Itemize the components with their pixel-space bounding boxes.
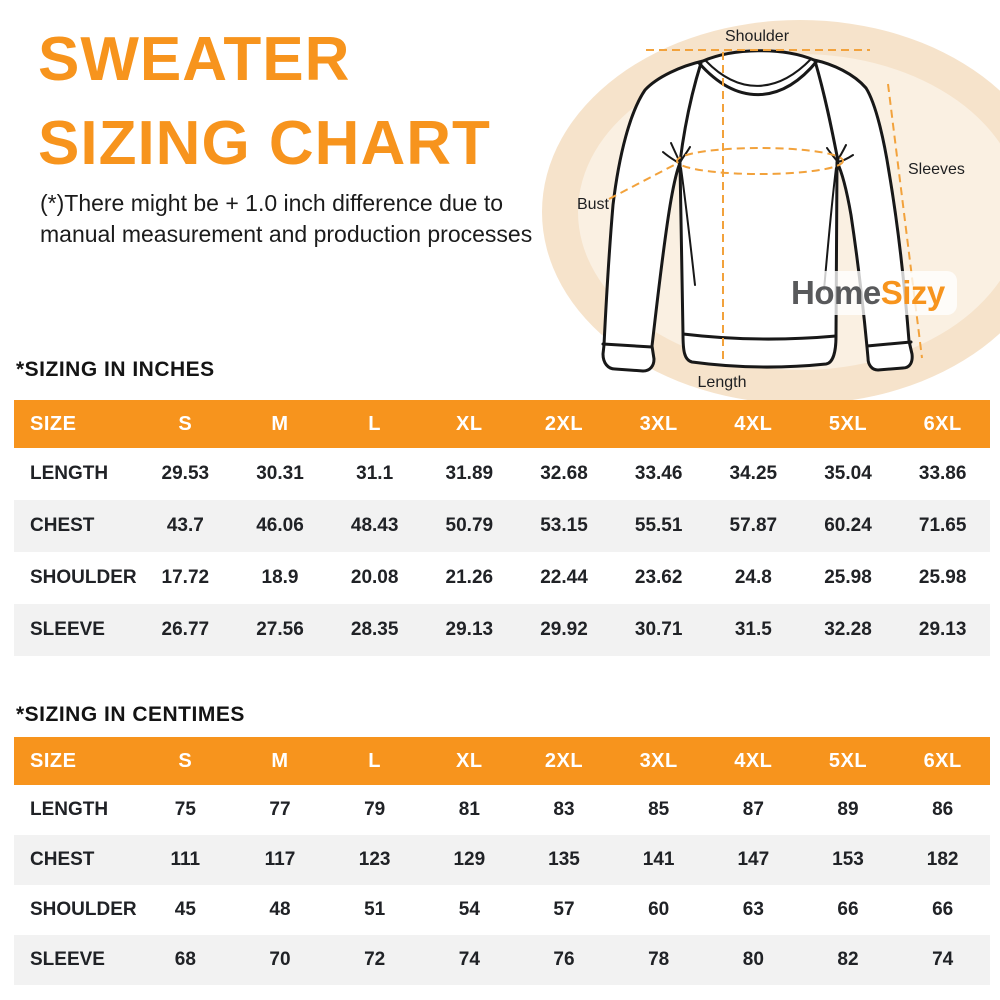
column-header-4xl: 4XL [734,749,773,772]
size-value: 48.43 [350,515,399,536]
table-row-length [14,785,990,835]
size-value: 23.62 [634,567,683,588]
size-value: 117 [264,849,296,870]
table-row-length [14,448,990,500]
table-header-row [14,400,990,448]
size-value: 18.9 [261,567,299,588]
homesizy-logo [779,271,957,315]
size-value: 87 [742,799,764,820]
size-value: 17.72 [161,567,210,588]
size-value: 80 [742,949,764,970]
size-value: 79 [364,799,386,820]
size-value: 33.46 [634,463,683,484]
size-value: 32.28 [824,619,872,640]
table-row-shoulder [14,552,990,604]
size-value: 29.92 [540,619,588,640]
table-header-row [14,737,990,785]
row-label: LENGTH [30,799,109,820]
size-value: 25.98 [824,567,872,588]
size-value: 83 [553,799,575,820]
size-value: 57.87 [729,515,778,536]
table-row-sleeve [14,935,990,985]
size-value: 81 [458,799,480,820]
column-header-m: M [271,749,289,772]
row-label: SLEEVE [30,949,105,970]
size-value: 135 [548,849,580,870]
disclaimer-text [40,188,532,250]
size-value: 31.89 [445,463,494,484]
size-value: 45 [174,899,196,920]
size-value: 53.15 [540,515,588,536]
size-value: 48 [269,899,291,920]
size-value: 111 [170,849,201,870]
disclaimer-line-1: (*)There might be + 1.0 inch difference due to [40,190,504,216]
title-line-1: SWEATER [38,25,351,94]
size-value: 35.04 [824,463,872,484]
column-header-5xl: 5XL [828,749,868,772]
column-header-5xl: 5XL [828,412,868,435]
section-heading-inches: *SIZING IN INCHES [16,358,215,381]
size-value: 22.44 [540,567,588,588]
size-value: 57 [553,899,575,920]
size-value: 31.5 [734,619,772,640]
size-value: 51 [364,899,386,920]
column-header-size: SIZE [30,412,77,435]
sweater-outline-illustration [603,51,912,371]
size-value: 147 [737,849,770,870]
size-value: 129 [453,849,486,870]
logo-text-sizy: Sizy [880,274,945,311]
column-header-xl: XL [456,749,483,772]
size-value: 46.06 [256,515,304,536]
row-label: SHOULDER [30,899,137,920]
column-header-m: M [271,412,289,435]
column-header-3xl: 3XL [639,412,678,435]
size-value: 32.68 [540,463,588,484]
size-value: 21.26 [445,567,494,588]
size-value: 78 [648,949,670,970]
size-value: 76 [553,949,575,970]
size-value: 60 [648,899,670,920]
row-label: LENGTH [30,463,109,484]
size-value: 33.86 [918,463,967,484]
table-row-chest [14,500,990,552]
size-value: 72 [364,949,386,970]
size-value: 77 [269,799,291,820]
size-value: 75 [174,799,196,820]
size-value: 20.08 [350,567,399,588]
size-value: 70 [269,949,291,970]
size-value: 153 [832,849,864,870]
size-value: 66 [932,899,954,920]
size-value: 24.8 [734,567,772,588]
shoulder-label: Shoulder [724,28,790,45]
column-header-s: S [178,749,193,772]
size-value: 29.13 [445,619,494,640]
size-value: 182 [926,849,959,870]
row-label: CHEST [30,849,95,870]
size-value: 29.13 [918,619,967,640]
size-value: 123 [358,849,391,870]
size-value: 43.7 [166,515,204,536]
bust-label: Bust [576,196,610,213]
sizing-table-centimes [14,737,990,985]
row-label: CHEST [30,515,95,536]
column-header-l: L [368,749,382,772]
size-value: 66 [837,899,859,920]
size-value: 86 [932,799,954,820]
page-title [38,18,491,186]
table-row-sleeve [14,604,990,656]
size-value: 68 [174,949,196,970]
column-header-xl: XL [456,412,483,435]
disclaimer-line-2: manual measurement and production processes [40,221,533,247]
size-value: 27.56 [256,619,304,640]
row-label: SLEEVE [30,619,105,640]
size-value: 34.25 [729,463,778,484]
row-label: SHOULDER [30,567,137,588]
size-value: 60.24 [824,515,872,536]
size-value: 71.65 [918,515,967,536]
size-value: 74 [932,949,954,970]
column-header-4xl: 4XL [734,412,773,435]
column-header-6xl: 6XL [923,412,962,435]
column-header-3xl: 3XL [639,749,678,772]
size-value: 85 [648,799,670,820]
section-heading-centimes: *SIZING IN CENTIMES [16,703,245,726]
size-value: 26.77 [161,619,210,640]
size-value: 30.71 [634,619,683,640]
size-value: 31.1 [356,463,394,484]
column-header-size: SIZE [30,749,77,772]
column-header-s: S [178,412,193,435]
column-header-2xl: 2XL [544,749,584,772]
size-value: 141 [642,849,675,870]
size-value: 25.98 [918,567,967,588]
length-label: Length [697,374,747,391]
sizing-table-inches [14,400,990,656]
size-value: 63 [742,899,764,920]
size-value: 82 [837,949,859,970]
size-value: 28.35 [350,619,399,640]
size-value: 50.79 [445,515,494,536]
size-value: 54 [458,899,480,920]
size-value: 89 [837,799,859,820]
table-row-chest [14,835,990,885]
size-value: 30.31 [256,463,304,484]
column-header-6xl: 6XL [923,749,962,772]
column-header-2xl: 2XL [544,412,584,435]
logo-text-home: Home [791,274,881,311]
size-value: 29.53 [161,463,210,484]
sleeves-label: Sleeves [908,161,965,178]
table-row-shoulder [14,885,990,935]
column-header-l: L [368,412,382,435]
title-line-2: SIZING CHART [38,109,491,178]
size-value: 74 [458,949,480,970]
size-value: 55.51 [634,515,683,536]
